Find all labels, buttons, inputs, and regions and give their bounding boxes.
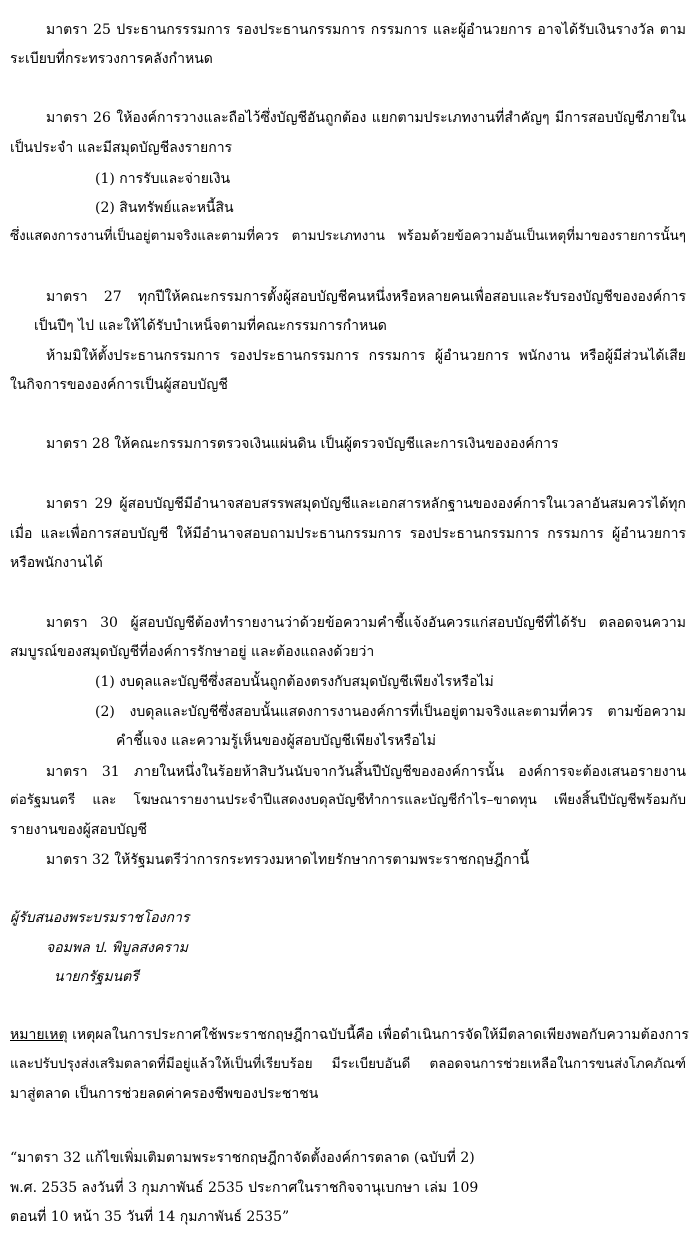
note-line-3: มาสู่ตลาด เป็นการช่วยลดค่าครองชีพของประชาชน [10, 1086, 319, 1102]
amendment-line-1: “มาตรา 32 แก้ไขเพิ่มเติมตามพระราชกฤษฎีกาจัดตั้งองค์การตลาด (ฉบับที่ 2) [10, 1150, 475, 1166]
countersign-name: จอมพล ป. พิบูลสงคราม [46, 940, 188, 956]
amendment-line-2: พ.ศ. 2535 ลงวันที่ 3 กุมภาพันธ์ 2535 ประกาศในราชกิจจานุเบกษา เล่ม 109 [10, 1180, 479, 1196]
note-text-1: เหตุผลในการประกาศใช้พระราชกฤษฎีกาฉบับนี้คือ เพื่อดำเนินการจัดให้มีตลาดเพียงพอกับความต้องการ [67, 1027, 689, 1043]
section-27-line-4: ในกิจการขององค์การเป็นผู้สอบบัญชี [10, 377, 228, 393]
section-31-line-2: ต่อรัฐมนตรี และ โฆษณารายงานประจำปีแสดงงบดุลบัญชีทำการและบัญชีกำไร–ขาดทุน เพียงสิ้นปีบัญชีพร้อมกับ [10, 793, 686, 808]
section-29-line-3: หรือพนักงานได้ [10, 555, 103, 571]
countersign-title: ผู้รับสนองพระบรมราชโองการ [10, 910, 190, 926]
section-26-line-2: เป็นประจำ และมีสมุดบัญชีลงรายการ [10, 140, 233, 156]
section-32-line-1: มาตรา 32 ให้รัฐมนตรีว่าการกระทรวงมหาดไทยรักษาการตามพระราชกฤษฎีกานี้ [46, 852, 530, 868]
section-29-line-1: มาตรา 29 ผู้สอบบัญชีมีอำนาจสอบสรรพสมุดบัญชีและเอกสารหลักฐานขององค์การในเวลาอันสมควรได้ทุก [46, 496, 686, 512]
section-25-line-1: มาตรา 25 ประธานกรรรมการ รองประธานกรรมการ กรรมการ และผู้อำนวยการ อาจได้รับเงินรางวัล ตาม [46, 22, 686, 38]
section-30-item-1: (1) งบดุลและบัญชีซึ่งสอบนั้นถูกต้องตรงกับสมุดบัญชีเพียงไรหรือไม่ [95, 674, 494, 690]
section-31-line-1: มาตรา 31 ภายในหนึ่งในร้อยห้าสิบวันนับจากวันสิ้นปีบัญชีขององค์การนั้น องค์การจะต้องเสนอรายงาน [46, 764, 686, 780]
countersign-position: นายกรัฐมนตรี [54, 969, 139, 985]
section-28-line-1: มาตรา 28 ให้คณะกรรมการตรวจเงินแผ่นดิน เป็นผู้ตรวจบัญชีและการเงินขององค์การ [46, 436, 559, 452]
note-line-2: และปรับปรุงส่งเสริมตลาดที่มีอยู่แล้วให้เป็นที่เรียบร้อย มีระเบียบอันดี ตลอดจนการช่วยเหลือในการขนส่งโภคภัณฑ์ [10, 1057, 686, 1072]
note-label: หมายเหตุ [10, 1027, 68, 1043]
section-29-line-2: เมื่อ และเพื่อการสอบบัญชี ให้มีอำนาจสอบถามประธานกรรมการ รองประธานกรรมการ กรรมการ ผู้อำนวยการ [10, 526, 686, 542]
section-30-item-2-line-2: คำชี้แจง และความรู้เห็นของผู้สอบบัญชีเพียงไรหรือไม่ [116, 733, 436, 749]
section-25-line-2: ระเบียบที่กระทรวงการคลังกำหนด [10, 51, 213, 67]
section-26-item-2: (2) สินทรัพย์และหนี้สิน [95, 200, 234, 216]
note-line-1 [10, 1025, 689, 1045]
section-26-item-1: (1) การรับและจ่ายเงิน [95, 171, 231, 187]
section-26-line-1: มาตรา 26 ให้องค์การวางและถือไว้ซึ่งบัญชีอันถูกต้อง แยกตามประเภทงานที่สำคัญๆ มีการสอบบัญชีภายใน [46, 110, 686, 126]
section-30-line-2: สมบูรณ์ของสมุดบัญชีที่องค์การรักษาอยู่ และต้องแถลงด้วยว่า [10, 644, 375, 660]
section-27-line-1: มาตรา 27 ทุกปีให้คณะกรรมการตั้งผู้สอบบัญชีคนหนึ่งหรือหลายคนเพื่อสอบและรับรองบัญชีขององค์การ [46, 289, 686, 305]
section-30-item-2-line-1: (2) งบดุลและบัญชีซึ่งสอบนั้นแสดงการงานองค์การที่เป็นอยู่ตามจริงและตามที่ควร ตามข้อความ [95, 704, 686, 720]
section-30-line-1: มาตรา 30 ผู้สอบบัญชีต้องทำรายงานว่าด้วยข้อความคำชี้แจ้งอันควรแก่สอบบัญชีที่ได้รับ ตลอดจนความ [46, 615, 686, 631]
section-27-line-3: ห้ามมิให้ตั้งประธานกรรมการ รองประธานกรรมการ กรรมการ ผู้อำนวยการ พนักงาน หรือผู้มีส่วนได้เสีย [46, 348, 686, 364]
section-26-line-3: ซึ่งแสดงการงานที่เป็นอยู่ตามจริงและตามที่ควร ตามประเภทงาน พร้อมด้วยข้อความอันเป็นเหตุที่มาของรายการนั้นๆ [10, 229, 686, 244]
amendment-line-3: ตอนที่ 10 หน้า 35 วันที่ 14 กุมภาพันธ์ 2535” [10, 1209, 290, 1225]
section-31-line-3: รายงานของผู้สอบบัญชี [10, 822, 148, 838]
section-27-line-2: เป็นปีๆ ไป และให้ได้รับบำเหน็จตามที่คณะกรรมการกำหนด [34, 318, 387, 334]
